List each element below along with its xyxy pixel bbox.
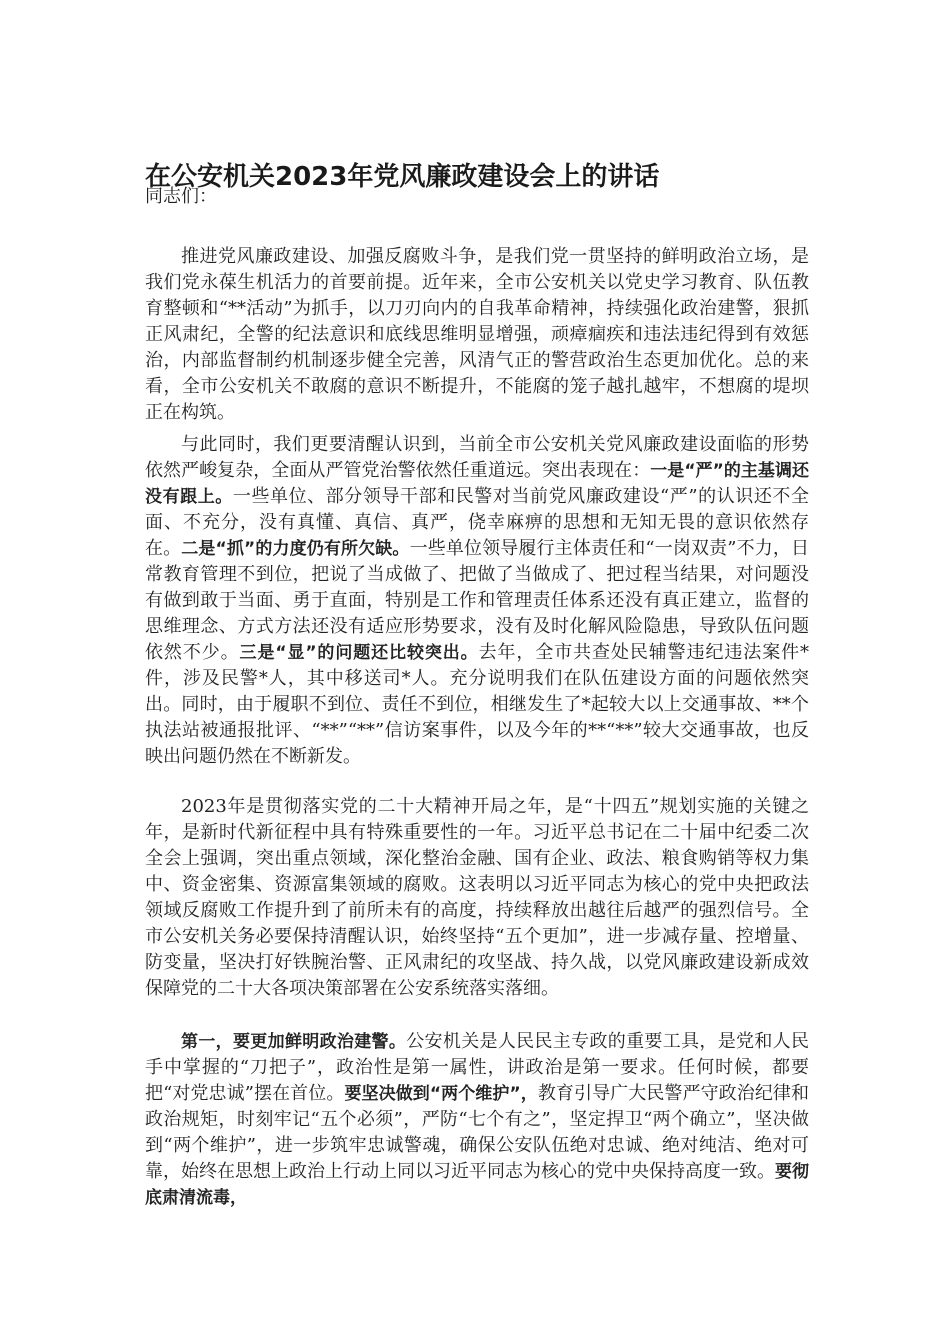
paragraph-4 xyxy=(145,1029,809,1211)
paragraph-1 xyxy=(145,244,809,426)
paragraph-2-run: 去年，全市共查处民辅警违纪违法案件*件，涉及民警*人，其中移送司*人。充分说明我们在队伍建设方面的问题依然突出。同时，由于履职不到位、责任不到位，相继发生了*起较大以上交通事故、**个执法站被通报批评、“**”“**”信访案事件，以及今年的**“**”较大交通事故，也反映出问题仍然在不断新发。 xyxy=(145,642,810,767)
paragraph-2-highlight: 一是“严”的主基调还没有跟上。 xyxy=(145,461,809,507)
paragraph-3 xyxy=(145,794,809,1002)
paragraph-2-run: 一些单位、部分领导干部和民警对当前党风廉政建设“严”的认识还不全面、不充分，没有真懂、真信、真严，侥幸麻痹的思想和无知无畏的意识依然存在。 xyxy=(145,486,810,559)
document-title: 在公安机关2023年党风廉政建设会上的讲话 xyxy=(145,162,660,192)
paragraph-2 xyxy=(145,432,809,770)
paragraph-4-highlight: 要坚决做到“两个维护”， xyxy=(344,1084,538,1104)
paragraph-2-highlight: 三是“显”的问题还比较突出。 xyxy=(239,643,479,663)
paragraph-4-highlight: 第一，要更加鲜明政治建警。 xyxy=(181,1032,407,1052)
greeting: 同志们： xyxy=(145,186,217,207)
paragraph-3-text: 2023年是贯彻落实党的二十大精神开局之年，是“十四五”规划实施的关键之年，是新时代新征程中具有特殊重要性的一年。习近平总书记在二十届中纪委二次全会上强调，突出重点领域，深化整治金融、国有企业、政法、粮食购销等权力集中、资金密集、资源富集领域的腐败。这表明以习近平同志为核心的党中央把政法领域反腐败工作提升到了前所未有的高度，持续释放出越往后越严的强烈信号。全市公安机关务必要保持清醒认识，始终坚持“五个更加”，进一步减存量、控增量、防变量，坚决打好铁腕治警、正风肃纪的攻坚战、持久战，以党风廉政建设新成效保障党的二十大各项决策部署在公安系统落实落细。 xyxy=(145,796,809,999)
paragraph-4-run: 公安机关是人民民主专政的重要工具，是党和人民手中掌握的“刀把子”，政治性是第一属性，讲政治是第一要求。任何时候，都要把“对党忠诚”摆在首位。 xyxy=(145,1031,810,1104)
paragraph-4-run: 教育引导广大民警严守政治纪律和政治规矩，时刻牢记“五个必须”，严防“七个有之”，坚定捍卫“两个确立”，坚决做到“两个维护”，进一步筑牢忠诚警魂，确保公安队伍绝对忠诚、绝对纯洁、绝对可靠，始终在思想上政治上行动上同以习近平同志为核心的党中央保持高度一致。 xyxy=(145,1083,810,1182)
paragraph-2-run: 一些单位领导履行主体责任和“一岗双责”不力，日常教育管理不到位，把说了当成做了、把做了当做成了、把过程当结果，对问题没有做到敢于当面、勇于直面，特别是工作和管理责任体系还没有真正建立，监督的思维理念、方式方法还没有适应形势要求，没有及时化解风险隐患，导致队伍问题依然不少。 xyxy=(145,538,809,663)
paragraph-2-highlight: 二是“抓”的力度仍有所欠缺。 xyxy=(181,539,410,559)
paragraph-4-highlight: 要彻底肃清流毒， xyxy=(145,1162,809,1208)
paragraph-2-run: 与此同时，我们更要清醒认识到，当前全市公安机关党风廉政建设面临的形势依然严峻复杂，全面从严管党治警依然任重道远。突出表现在： xyxy=(145,434,809,481)
paragraph-1-text: 推进党风廉政建设、加强反腐败斗争，是我们党一贯坚持的鲜明政治立场，是我们党永葆生机活力的首要前提。近年来，全市公安机关以党史学习教育、队伍教育整顿和“**活动”为抓手，以刀刃向内的自我革命精神，持续强化政治建警，狠抓正风肃纪，全警的纪法意识和底线思维明显增强，顽瘴痼疾和违法违纪得到有效惩治，内部监督制约机制逐步健全完善，风清气正的警营政治生态更加优化。总的来看，全市公安机关不敢腐的意识不断提升，不能腐的笼子越扎越牢，不想腐的堤坝正在构筑。 xyxy=(145,246,809,423)
